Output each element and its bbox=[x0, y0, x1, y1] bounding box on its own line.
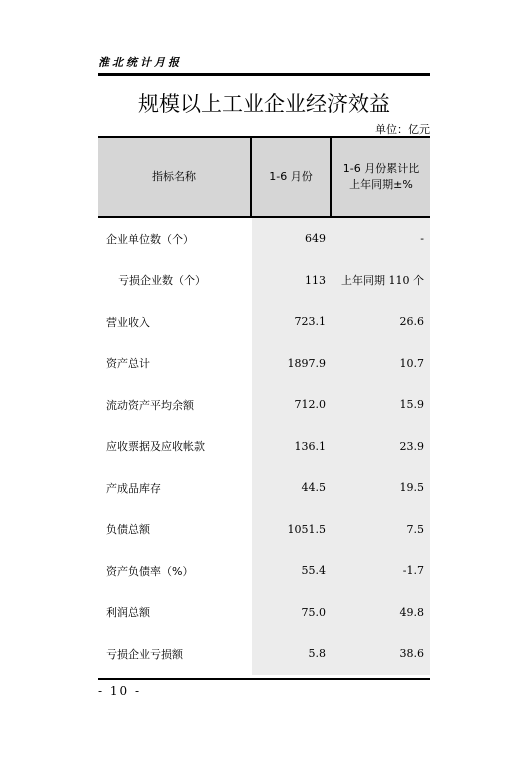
table-body bbox=[98, 218, 430, 675]
bottom-rule bbox=[98, 678, 430, 680]
indicator-name: 应收票据及应收帐款 bbox=[106, 440, 205, 454]
table-row bbox=[98, 343, 430, 385]
column-header-period: 1-6 月份 bbox=[252, 138, 332, 216]
period-value: 55.4 bbox=[301, 564, 326, 578]
indicator-name: 资产总计 bbox=[106, 357, 150, 371]
yoy-change-value: 7.5 bbox=[406, 522, 424, 536]
yoy-change-value: - bbox=[420, 232, 424, 246]
page-title: 规模以上工业企业经济效益 bbox=[138, 92, 390, 116]
table-row bbox=[98, 633, 430, 675]
indicator-name: 资产负债率（%） bbox=[106, 564, 194, 578]
yoy-change-value: 10.7 bbox=[399, 356, 424, 370]
indicator-name: 企业单位数（个） bbox=[106, 232, 194, 246]
indicator-name: 负债总额 bbox=[106, 523, 150, 537]
column-header-indicator: 指标名称 bbox=[98, 138, 252, 216]
indicator-name: 利润总额 bbox=[106, 606, 150, 620]
column-header-change: 1-6 月份累计比 上年同期±% bbox=[342, 162, 420, 191]
yoy-change-value: 23.9 bbox=[399, 439, 424, 453]
yoy-change-value: 26.6 bbox=[399, 315, 424, 329]
period-value: 1897.9 bbox=[287, 356, 326, 370]
yoy-change-value: -1.7 bbox=[402, 564, 424, 578]
period-value: 649 bbox=[305, 232, 326, 246]
yoy-change-value: 49.8 bbox=[399, 605, 424, 619]
indicator-name: 营业收入 bbox=[106, 315, 150, 329]
indicator-name: 流动资产平均余额 bbox=[106, 398, 194, 412]
table-row bbox=[98, 301, 430, 343]
table-row bbox=[98, 592, 430, 634]
period-value: 723.1 bbox=[294, 315, 326, 329]
period-value: 136.1 bbox=[294, 439, 326, 453]
table-row bbox=[98, 550, 430, 592]
table-row bbox=[98, 260, 430, 302]
indicator-name: 亏损企业数（个） bbox=[118, 274, 206, 288]
table-row bbox=[98, 218, 430, 260]
period-value: 712.0 bbox=[294, 398, 326, 412]
table-header bbox=[98, 136, 430, 218]
period-value: 1051.5 bbox=[287, 522, 326, 536]
indicator-name: 产成品库存 bbox=[106, 481, 161, 495]
yoy-change-value: 上年同期 110 个 bbox=[341, 274, 424, 288]
table-row bbox=[98, 467, 430, 509]
table-row bbox=[98, 426, 430, 468]
table-row bbox=[98, 509, 430, 551]
indicator-name: 亏损企业亏损额 bbox=[106, 647, 183, 661]
yoy-change-value: 15.9 bbox=[399, 398, 424, 412]
period-value: 75.0 bbox=[301, 605, 326, 619]
period-value: 44.5 bbox=[301, 481, 326, 495]
publication-header: 淮北统计月报 bbox=[98, 56, 182, 69]
indicator-table bbox=[98, 136, 430, 675]
page-number: - 10 - bbox=[98, 684, 142, 698]
yoy-change-value: 19.5 bbox=[399, 481, 424, 495]
header-rule bbox=[98, 73, 430, 76]
table-row bbox=[98, 384, 430, 426]
yoy-change-value: 38.6 bbox=[399, 647, 424, 661]
period-value: 5.8 bbox=[308, 647, 326, 661]
unit-label: 单位：亿元 bbox=[375, 123, 430, 136]
period-value: 113 bbox=[305, 273, 326, 287]
